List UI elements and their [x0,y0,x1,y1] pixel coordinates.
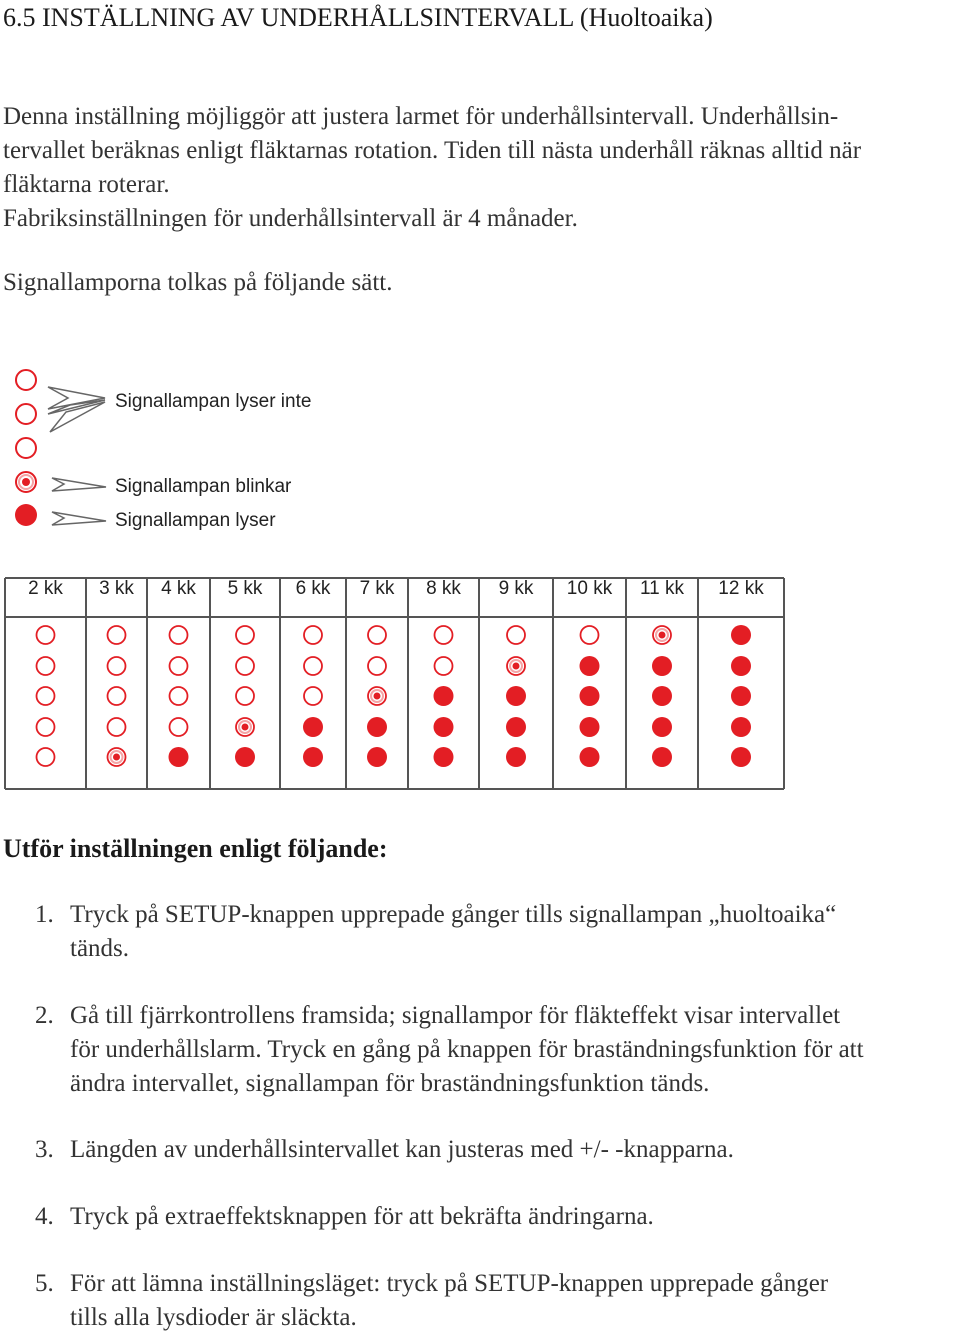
intro-text [3,100,960,300]
step-text [70,1267,960,1335]
column-header: 4 kk [161,578,196,599]
step-number: 5. [35,1270,54,1297]
column-header: 12 kk [718,578,764,599]
step-line: för underhållslarm. Tryck en gång på knappen för braständningsfunktion för att [70,1036,864,1063]
lamp-on-icon [506,686,526,706]
column-header: 7 kk [359,578,395,599]
lamp-off-icon [581,626,599,644]
legend-on-label: Signallampan lyser [115,510,276,531]
lamp-off-icon [368,626,386,644]
lamp-off-icon [236,657,254,675]
lamp-blink-icon [108,748,126,766]
lamp-off-icon [37,687,55,705]
step-text [70,1200,960,1234]
lamp-on-icon [235,747,255,767]
lamp-off-icon [37,626,55,644]
step-line: Tryck på SETUP-knappen upprepade gånger tills signallampan „huoltoaika“ [70,901,837,928]
lamp-on-icon [731,747,751,767]
lamp-off-icon [37,718,55,736]
step-line: tills alla lysdioder är släckta. [70,1304,357,1331]
column-header: 6 kk [295,578,331,599]
lamp-on-icon [580,656,600,676]
lamp-off-icon [170,626,188,644]
step-line: Längden av underhållsintervallet kan justeras med +/- -knapparna. [70,1136,734,1163]
lamp-off-icon [37,657,55,675]
lamp-off-icon [170,718,188,736]
lamp-on-icon [580,717,600,737]
lamp-on-icon [652,656,672,676]
lamp-on-icon [15,504,37,526]
lamp-on-icon [434,717,454,737]
lamp-off-icon [170,687,188,705]
column-header: 5 kk [227,578,263,599]
interval-table [0,577,785,792]
lamp-off-icon [16,404,36,424]
step-text [70,898,960,966]
legend-blink-label: Signallampan blinkar [115,476,292,497]
intro-line: Fabriksinställningen för underhållsintervall är 4 månader. [3,205,578,232]
lamp-on-icon [303,747,323,767]
lamp-off-icon [435,626,453,644]
legend-intro: Signallamporna tolkas på följande sätt. [3,269,393,296]
lamp-off-icon [236,687,254,705]
lamp-off-icon [507,626,525,644]
lamp-on-icon [506,747,526,767]
lamp-off-icon [108,626,126,644]
lamp-off-icon [368,657,386,675]
lamp-blink-icon [368,687,386,705]
intro-line: fläktarna roterar. [3,171,170,198]
column-header: 3 kk [99,578,134,599]
step-text [70,999,960,1101]
lamp-on-icon [580,686,600,706]
lamp-on-icon [731,717,751,737]
lamp-off-icon [435,657,453,675]
lamp-off-icon [37,748,55,766]
column-header: 8 kk [426,578,461,599]
lamp-on-icon [580,747,600,767]
lamp-off-icon [304,657,322,675]
column-header: 10 kk [566,578,613,599]
lamp-blink-icon [653,626,671,644]
lamp-off-icon [170,657,188,675]
lamp-on-icon [652,717,672,737]
interval-grid [0,577,785,792]
section-heading: 6.5 INSTÄLLNING AV UNDERHÅLLSINTERVALL (Huoltoaika) [3,3,713,32]
lamp-on-icon [652,747,672,767]
lamp-off-icon [108,687,126,705]
column-header: 9 kk [498,578,534,599]
step-line: Tryck på extraeffektsknappen för att bekräfta ändringarna. [70,1203,654,1230]
lamp-on-icon [731,625,751,645]
lamp-blink-icon [507,657,525,675]
step-number: 1. [35,901,54,928]
step-number: 2. [35,1002,54,1029]
lamp-on-icon [652,686,672,706]
lamp-on-icon [169,747,189,767]
lamp-off-icon [304,687,322,705]
lamp-off-icon [108,718,126,736]
column-header: 11 kk [639,578,684,599]
lamp-off-icon [304,626,322,644]
step-line: För att lämna inställningsläget: tryck på SETUP-knappen upprepade gånger [70,1270,829,1297]
lamp-off-icon [16,370,36,390]
step-line: ändra intervallet, signallampan för braständningsfunktion tänds. [70,1070,710,1097]
lamp-blink-icon [16,472,36,492]
step-line: Gå till fjärrkontrollens framsida; signallampor för fläkteffekt visar intervallet [70,1002,841,1029]
lamp-on-icon [506,717,526,737]
lamp-off-icon [16,438,36,458]
step-text [70,1133,960,1167]
lamp-legend [0,360,400,540]
lamp-on-icon [434,686,454,706]
arrow-icon [48,387,106,525]
lamp-off-icon [108,657,126,675]
step-number: 3. [35,1136,54,1163]
step-number: 4. [35,1203,54,1230]
lamp-on-icon [367,717,387,737]
lamp-off-icon [236,626,254,644]
intro-line: tervallet beräknas enligt fläktarnas rotation. Tiden till nästa underhåll räknas alltid när [3,137,862,164]
lamp-on-icon [367,747,387,767]
instructions-title: Utför inställningen enligt följande: [3,834,388,863]
legend-off-label: Signallampan lyser inte [115,391,312,412]
lamp-on-icon [303,717,323,737]
lamp-on-icon [731,656,751,676]
lamp-blink-icon [236,718,254,736]
column-header: 2 kk [28,578,63,599]
step-line: tänds. [70,935,130,962]
lamp-on-icon [731,686,751,706]
intro-line: Denna inställning möjliggör att justera larmet för underhållsintervall. Underhållsin- [3,103,839,130]
lamp-on-icon [434,747,454,767]
